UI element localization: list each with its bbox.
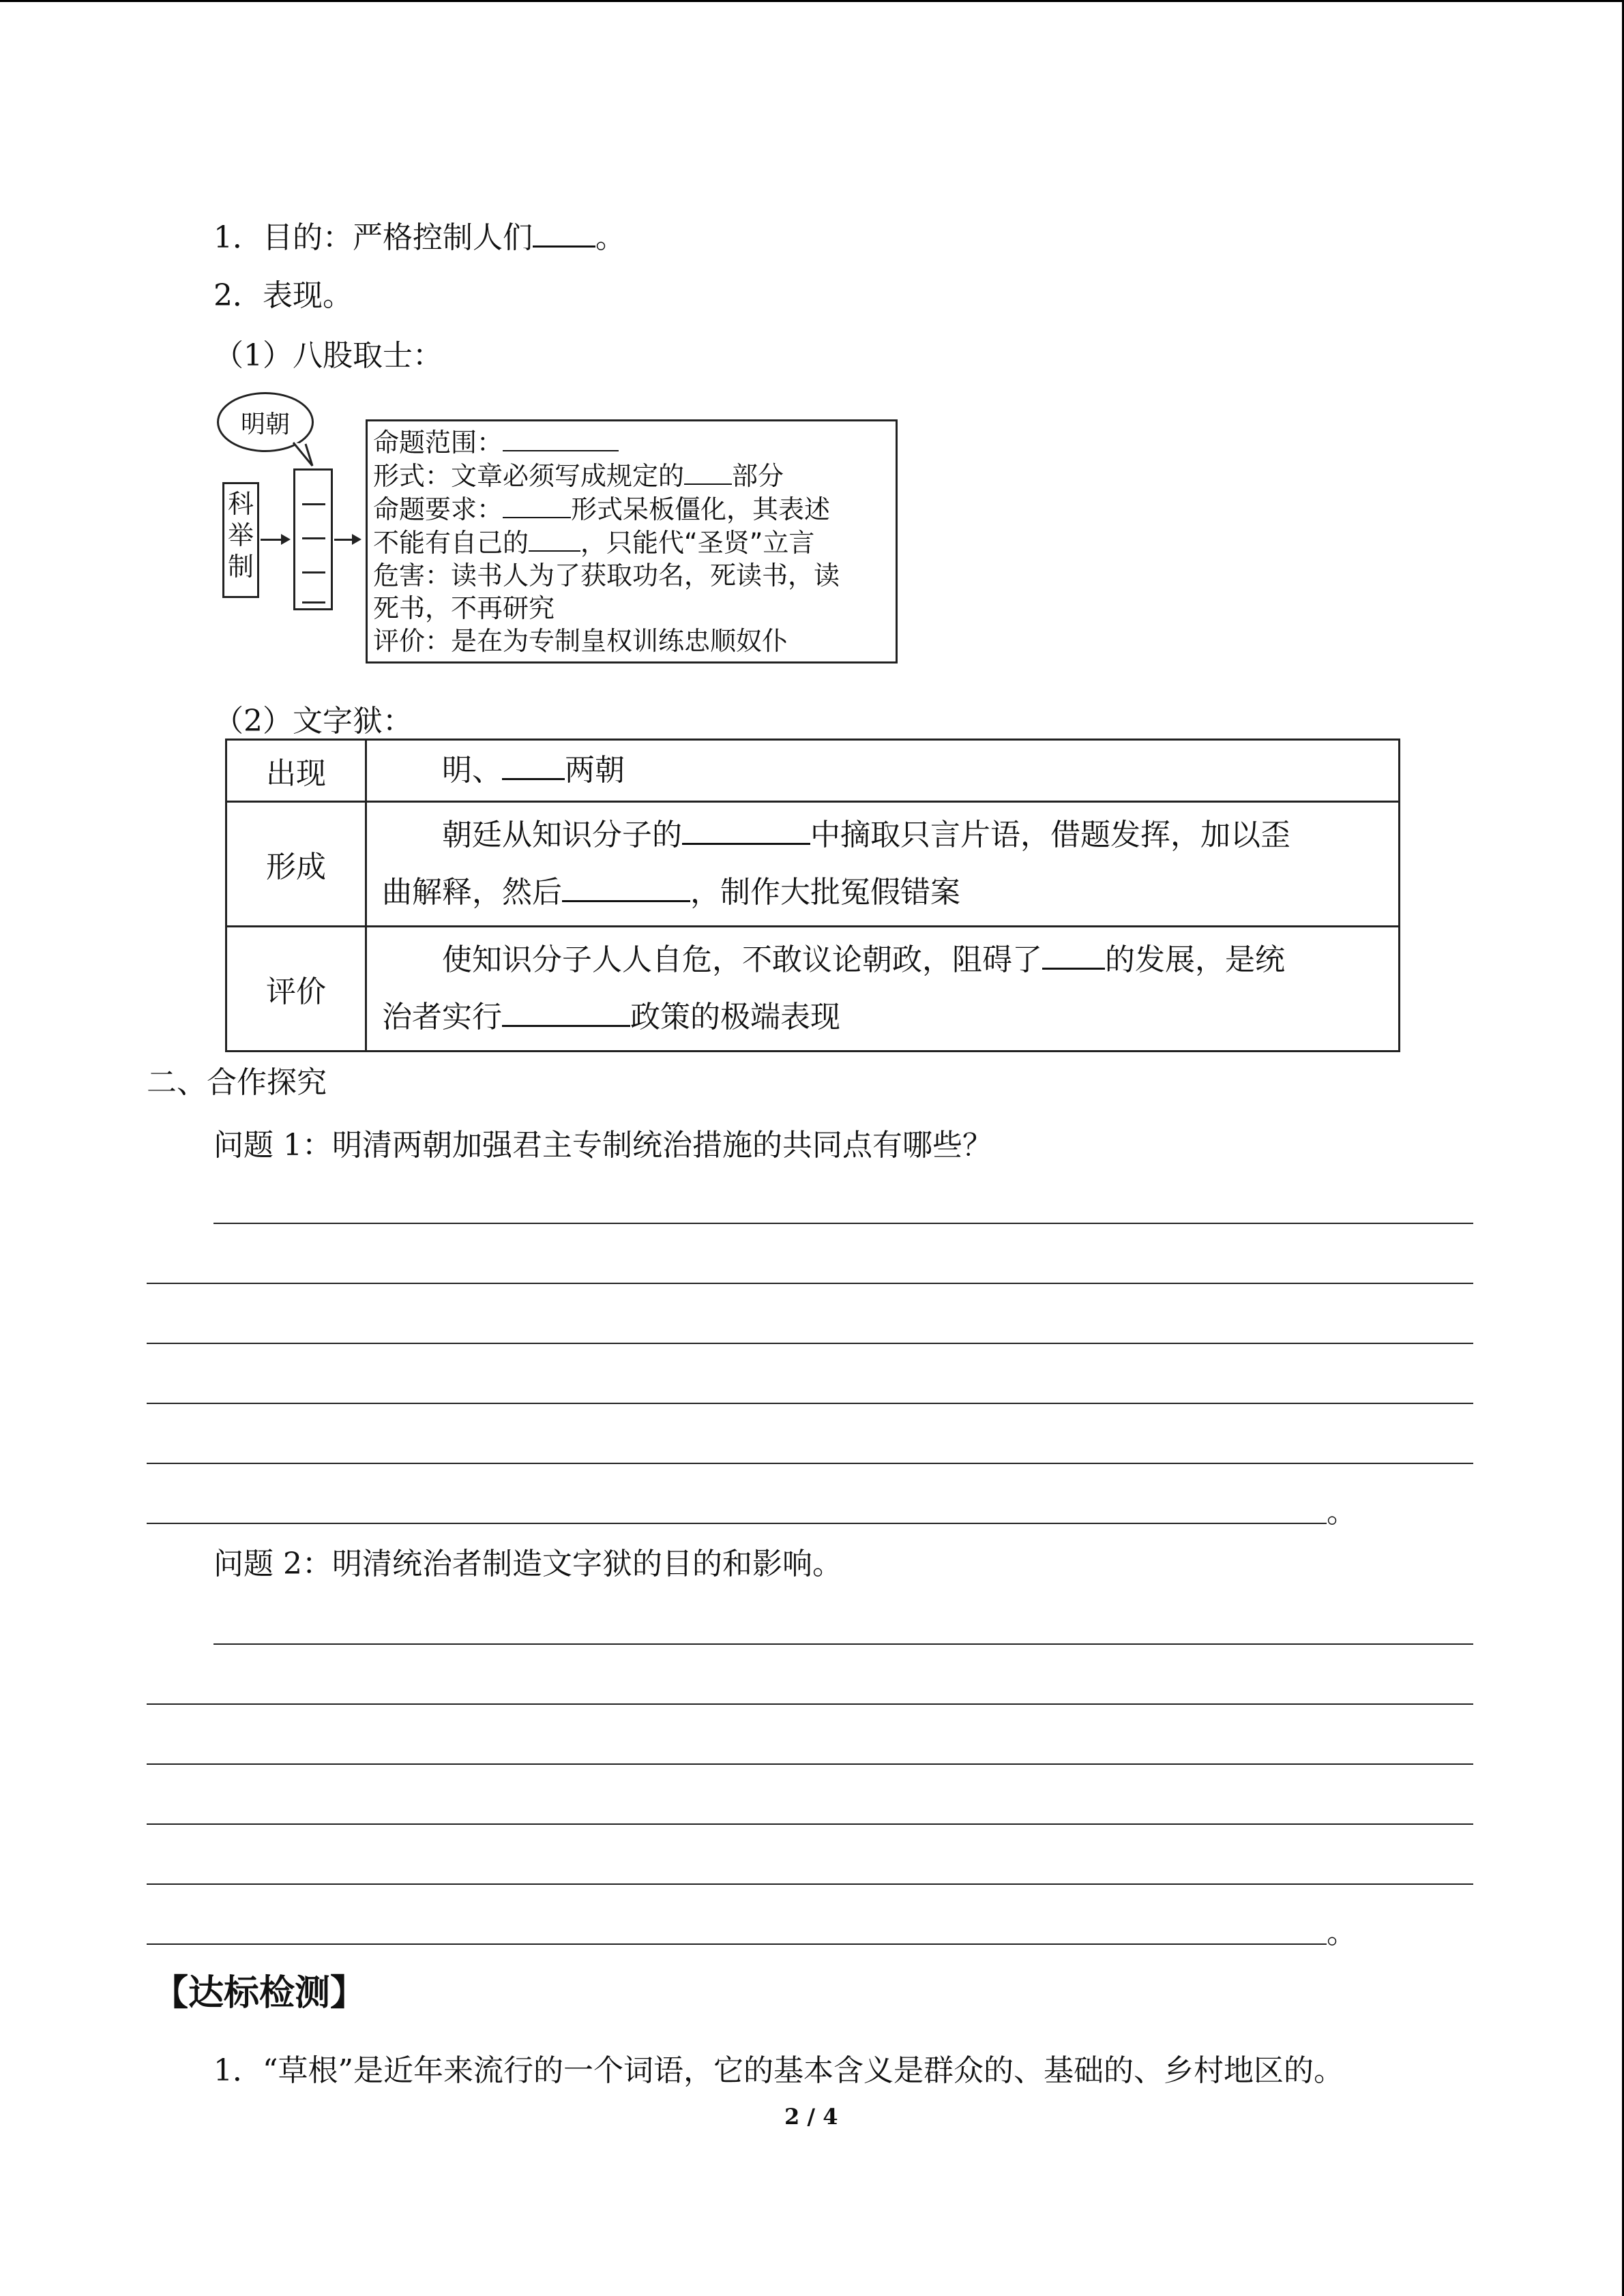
keju-char-3: 制: [227, 552, 254, 582]
req2-line: [373, 526, 890, 559]
manifestation-line: 2．表现。: [213, 278, 353, 313]
row2-content: [366, 802, 1400, 927]
period: 。: [1327, 1495, 1357, 1530]
answer-line: [147, 1763, 1473, 1765]
blank-list-box: [293, 468, 333, 610]
keju-char-2: 举: [227, 520, 254, 550]
table-row: [226, 927, 1400, 1052]
row3-blank: [1042, 938, 1105, 970]
arrow-right-2: [334, 539, 359, 541]
question-1: 问题 1：明清两朝加强君主专制统治措施的共同点有哪些？: [213, 1128, 992, 1163]
row1-content: [366, 740, 1400, 802]
wenziyu-line: （2）文字狱：: [213, 704, 413, 739]
dash-2: [302, 537, 325, 539]
form-end: 部分: [732, 461, 784, 491]
req-text: 命题要求：: [373, 494, 503, 524]
section-heading-test: 【达标检测】: [153, 1973, 366, 2014]
question-2: 问题 2：明清统治者制造文字狱的目的和影响。: [213, 1547, 842, 1581]
answer-line: [213, 1643, 1473, 1645]
req-line: [373, 492, 890, 526]
test-item-1: 1．“草根”是近年来流行的一个词语，它的基本含义是群众的、基础的、乡村地区的。: [213, 2053, 1344, 2088]
scope-line: [373, 426, 890, 459]
row3-blank-2: [502, 995, 630, 1027]
table-row: [226, 802, 1400, 927]
eval-line: 评价：是在为专制皇权训练忠顺奴仆: [373, 626, 788, 656]
table-row: [226, 740, 1400, 802]
form-line: [373, 459, 890, 492]
keju-box: [222, 482, 259, 598]
row3-end: 政策的极端表现: [630, 1000, 840, 1034]
arrow-right-1: [261, 539, 288, 541]
answer-line: [147, 1523, 1327, 1524]
row2-blank: [682, 813, 810, 845]
page-number: 2 / 4: [784, 2104, 838, 2130]
row2-text: 朝廷从知识分子的: [442, 818, 682, 852]
answer-line: [147, 1403, 1473, 1404]
req2-end: ，只能代“圣贤”立言: [580, 528, 815, 558]
row2-mid: 中摘取只言片语，借题发挥，加以歪: [810, 818, 1290, 852]
row3-mid: 的发展，是统: [1105, 942, 1285, 977]
answer-line: [147, 1283, 1473, 1284]
dash-4: [302, 601, 325, 603]
req-blank: [503, 492, 571, 518]
dash-1: [302, 503, 325, 505]
row3-text-2: 治者实行: [382, 1000, 502, 1034]
row1-label: 出现: [226, 740, 366, 802]
wenziyu-table: [225, 739, 1400, 1052]
section-two-heading: 二、合作探究: [147, 1065, 327, 1100]
row1-text: 明、: [442, 753, 502, 788]
form-blank: [684, 459, 732, 485]
row2-end: ，制作大批冤假错案: [690, 875, 960, 910]
answer-line: [147, 1823, 1473, 1825]
answer-line: [147, 1463, 1473, 1464]
purpose-blank: [533, 215, 595, 248]
answer-line: [147, 1703, 1473, 1705]
row2-label: 形成: [226, 802, 366, 927]
purpose-line: [213, 215, 625, 258]
bagu-content-box: [366, 419, 898, 664]
answer-line: [147, 1883, 1473, 1885]
keju-char-1: 科: [227, 489, 254, 519]
answer-line: [147, 1943, 1327, 1945]
bubble-tail: [292, 441, 319, 468]
purpose-text: 1．目的：严格控制人们: [213, 220, 533, 255]
answer-line: [147, 1343, 1473, 1344]
row2-text-2: 曲解释，然后: [382, 875, 562, 910]
purpose-end: 。: [595, 220, 625, 255]
scope-blank: [503, 426, 619, 451]
scope-label: 命题范围：: [373, 428, 503, 458]
answer-line: [213, 1223, 1473, 1224]
req-end: 形式呆板僵化，其表述: [571, 494, 831, 524]
row3-label: 评价: [226, 927, 366, 1052]
period: 。: [1327, 1915, 1357, 1950]
bagu-line: （1）八股取士：: [213, 338, 443, 373]
bagu-diagram: [217, 392, 899, 668]
form-text: 形式：文章必须写成规定的: [373, 461, 685, 491]
row3-text: 使知识分子人人自危，不敢议论朝政，阻碍了: [442, 942, 1042, 977]
row1-blank: [502, 748, 565, 780]
row2-blank-2: [562, 870, 690, 902]
top-border: [0, 0, 1624, 2]
harm-line-1: 危害：读书人为了获取功名，死读书，读: [373, 561, 840, 591]
req2-text: 不能有自己的: [373, 528, 529, 558]
row1-end: 两朝: [565, 753, 625, 788]
req2-blank: [529, 526, 580, 552]
harm-line-2: 死书，不再研究: [373, 593, 555, 623]
bubble-text: 明朝: [240, 410, 290, 438]
dash-3: [302, 571, 325, 573]
row3-content: [366, 927, 1400, 1052]
